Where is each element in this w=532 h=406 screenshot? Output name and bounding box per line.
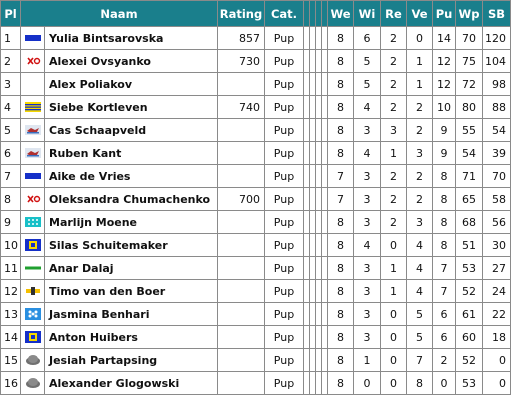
col-header-pl[interactable]: Pl (1, 1, 21, 27)
table-row[interactable] (1, 303, 511, 326)
sb-cell: 58 (483, 188, 511, 211)
sb-cell: 88 (483, 96, 511, 119)
wins-cell: 5 (354, 50, 381, 73)
rating-cell (218, 234, 265, 257)
wp-cell: 52 (456, 349, 483, 372)
draws-cell: 2 (381, 73, 407, 96)
player-name: Silas Schuitemaker (45, 234, 218, 257)
rating-cell: 740 (218, 96, 265, 119)
player-name: Yulia Bintsarovska (45, 27, 218, 50)
losses-cell: 3 (407, 211, 433, 234)
table-row[interactable] (1, 349, 511, 372)
draws-cell: 2 (381, 50, 407, 73)
place-cell: 8 (1, 188, 21, 211)
points-cell: 12 (433, 50, 456, 73)
table-row[interactable] (1, 257, 511, 280)
points-cell: 8 (433, 188, 456, 211)
place-cell: 3 (1, 73, 21, 96)
points-cell: 14 (433, 27, 456, 50)
sb-cell: 98 (483, 73, 511, 96)
games-cell: 8 (328, 326, 354, 349)
losses-cell: 1 (407, 73, 433, 96)
wins-cell: 1 (354, 349, 381, 372)
player-name: Jesiah Partapsing (45, 349, 218, 372)
rating-cell: 857 (218, 27, 265, 50)
player-name: Marlijn Moene (45, 211, 218, 234)
table-row[interactable] (1, 96, 511, 119)
draws-cell: 1 (381, 280, 407, 303)
losses-cell: 4 (407, 257, 433, 280)
flag-icon (21, 234, 45, 257)
flag-icon (21, 165, 45, 188)
points-cell: 7 (433, 280, 456, 303)
category-cell: Pup (265, 257, 304, 280)
losses-cell: 2 (407, 188, 433, 211)
games-cell: 8 (328, 372, 354, 395)
sb-cell: 0 (483, 372, 511, 395)
place-cell: 7 (1, 165, 21, 188)
losses-cell: 5 (407, 303, 433, 326)
sb-cell: 56 (483, 211, 511, 234)
games-cell: 8 (328, 119, 354, 142)
draws-cell: 2 (381, 27, 407, 50)
rating-cell (218, 211, 265, 234)
losses-cell: 2 (407, 119, 433, 142)
sb-cell: 0 (483, 349, 511, 372)
wp-cell: 61 (456, 303, 483, 326)
table-row[interactable] (1, 119, 511, 142)
flag-icon (21, 280, 45, 303)
points-cell: 2 (433, 349, 456, 372)
sb-cell: 120 (483, 27, 511, 50)
draws-cell: 0 (381, 349, 407, 372)
col-header-pu[interactable]: Pu (433, 1, 456, 27)
table-row[interactable] (1, 50, 511, 73)
wins-cell: 3 (354, 257, 381, 280)
category-cell: Pup (265, 96, 304, 119)
rating-cell (218, 280, 265, 303)
draws-cell: 0 (381, 372, 407, 395)
table-row[interactable] (1, 234, 511, 257)
table-row[interactable] (1, 142, 511, 165)
points-cell: 8 (433, 165, 456, 188)
rating-cell (218, 165, 265, 188)
player-name: Anton Huibers (45, 326, 218, 349)
player-name: Ruben Kant (45, 142, 218, 165)
flag-icon (21, 326, 45, 349)
player-name: Jasmina Benhari (45, 303, 218, 326)
category-cell: Pup (265, 27, 304, 50)
category-cell: Pup (265, 165, 304, 188)
wins-cell: 0 (354, 372, 381, 395)
place-cell: 16 (1, 372, 21, 395)
wp-cell: 60 (456, 326, 483, 349)
rating-cell (218, 257, 265, 280)
table-row[interactable] (1, 280, 511, 303)
wins-cell: 3 (354, 165, 381, 188)
draws-cell: 2 (381, 96, 407, 119)
player-name: Anar Dalaj (45, 257, 218, 280)
place-cell: 2 (1, 50, 21, 73)
points-cell: 8 (433, 234, 456, 257)
category-cell: Pup (265, 50, 304, 73)
wins-cell: 4 (354, 142, 381, 165)
rating-cell: 730 (218, 50, 265, 73)
place-cell: 9 (1, 211, 21, 234)
points-cell: 12 (433, 73, 456, 96)
table-row[interactable] (1, 326, 511, 349)
draws-cell: 0 (381, 326, 407, 349)
table-row[interactable] (1, 27, 511, 50)
header-row (1, 1, 511, 27)
wp-cell: 55 (456, 119, 483, 142)
games-cell: 8 (328, 96, 354, 119)
losses-cell: 4 (407, 280, 433, 303)
games-cell: 8 (328, 142, 354, 165)
points-cell: 9 (433, 142, 456, 165)
rating-cell (218, 326, 265, 349)
flag-icon (21, 211, 45, 234)
losses-cell: 7 (407, 349, 433, 372)
player-name: Siebe Kortleven (45, 96, 218, 119)
player-name: Alexei Ovsyanko (45, 50, 218, 73)
sb-cell: 70 (483, 165, 511, 188)
wins-cell: 3 (354, 303, 381, 326)
flag-icon (21, 303, 45, 326)
draws-cell: 2 (381, 165, 407, 188)
losses-cell: 8 (407, 372, 433, 395)
player-name: Aike de Vries (45, 165, 218, 188)
wp-cell: 65 (456, 188, 483, 211)
wp-cell: 53 (456, 372, 483, 395)
standings-body (1, 27, 511, 395)
draws-cell: 1 (381, 142, 407, 165)
player-name: Cas Schaapveld (45, 119, 218, 142)
table-row[interactable] (1, 73, 511, 96)
rating-cell (218, 372, 265, 395)
col-header-ve[interactable]: Ve (407, 1, 433, 27)
losses-cell: 4 (407, 234, 433, 257)
place-cell: 10 (1, 234, 21, 257)
points-cell: 8 (433, 211, 456, 234)
category-cell: Pup (265, 188, 304, 211)
sb-cell: 39 (483, 142, 511, 165)
col-header-we[interactable]: We (328, 1, 354, 27)
category-cell: Pup (265, 73, 304, 96)
category-cell: Pup (265, 142, 304, 165)
category-cell: Pup (265, 280, 304, 303)
rating-cell: 700 (218, 188, 265, 211)
games-cell: 8 (328, 234, 354, 257)
sb-cell: 27 (483, 257, 511, 280)
category-cell: Pup (265, 349, 304, 372)
losses-cell: 2 (407, 165, 433, 188)
category-cell: Pup (265, 372, 304, 395)
flag-icon (21, 73, 45, 96)
games-cell: 7 (328, 165, 354, 188)
category-cell: Pup (265, 326, 304, 349)
games-cell: 8 (328, 27, 354, 50)
sb-cell: 22 (483, 303, 511, 326)
rating-cell (218, 73, 265, 96)
draws-cell: 0 (381, 234, 407, 257)
table-row[interactable] (1, 211, 511, 234)
category-cell: Pup (265, 234, 304, 257)
points-cell: 10 (433, 96, 456, 119)
rating-cell (218, 303, 265, 326)
sb-cell: 18 (483, 326, 511, 349)
wp-cell: 54 (456, 142, 483, 165)
games-cell: 8 (328, 211, 354, 234)
wp-cell: 80 (456, 96, 483, 119)
wp-cell: 51 (456, 234, 483, 257)
category-cell: Pup (265, 119, 304, 142)
wp-cell: 70 (456, 27, 483, 50)
draws-cell: 3 (381, 119, 407, 142)
flag-icon (21, 349, 45, 372)
player-name: Alexander Glogowski (45, 372, 218, 395)
flag-icon (21, 188, 45, 211)
losses-cell: 1 (407, 50, 433, 73)
sb-cell: 24 (483, 280, 511, 303)
flag-icon (21, 119, 45, 142)
place-cell: 1 (1, 27, 21, 50)
rating-cell (218, 119, 265, 142)
table-row[interactable] (1, 372, 511, 395)
losses-cell: 5 (407, 326, 433, 349)
games-cell: 8 (328, 349, 354, 372)
wins-cell: 3 (354, 188, 381, 211)
wp-cell: 72 (456, 73, 483, 96)
wins-cell: 3 (354, 326, 381, 349)
wins-cell: 3 (354, 280, 381, 303)
category-cell: Pup (265, 303, 304, 326)
wp-cell: 75 (456, 50, 483, 73)
draws-cell: 1 (381, 257, 407, 280)
sb-cell: 54 (483, 119, 511, 142)
place-cell: 5 (1, 119, 21, 142)
wins-cell: 5 (354, 73, 381, 96)
sb-cell: 104 (483, 50, 511, 73)
place-cell: 15 (1, 349, 21, 372)
place-cell: 6 (1, 142, 21, 165)
sb-cell: 30 (483, 234, 511, 257)
points-cell: 0 (433, 372, 456, 395)
place-cell: 12 (1, 280, 21, 303)
wins-cell: 6 (354, 27, 381, 50)
category-cell: Pup (265, 211, 304, 234)
wins-cell: 4 (354, 96, 381, 119)
place-cell: 13 (1, 303, 21, 326)
wp-cell: 71 (456, 165, 483, 188)
wp-cell: 68 (456, 211, 483, 234)
wp-cell: 53 (456, 257, 483, 280)
wins-cell: 4 (354, 234, 381, 257)
player-name: Alex Poliakov (45, 73, 218, 96)
player-name: Oleksandra Chumachenko (45, 188, 218, 211)
losses-cell: 0 (407, 27, 433, 50)
col-header-wi[interactable]: Wi (354, 1, 381, 27)
table-row[interactable] (1, 165, 511, 188)
draws-cell: 0 (381, 303, 407, 326)
col-header-naam[interactable]: Naam (21, 1, 218, 27)
losses-cell: 2 (407, 96, 433, 119)
place-cell: 14 (1, 326, 21, 349)
games-cell: 8 (328, 257, 354, 280)
place-cell: 11 (1, 257, 21, 280)
flag-icon (21, 27, 45, 50)
flag-icon (21, 96, 45, 119)
col-header-cat[interactable]: Cat. (265, 1, 304, 27)
wins-cell: 3 (354, 211, 381, 234)
player-name: Timo van den Boer (45, 280, 218, 303)
col-header-re[interactable]: Re (381, 1, 407, 27)
wins-cell: 3 (354, 119, 381, 142)
rating-cell (218, 142, 265, 165)
points-cell: 6 (433, 326, 456, 349)
points-cell: 6 (433, 303, 456, 326)
table-row[interactable] (1, 188, 511, 211)
wp-cell: 52 (456, 280, 483, 303)
flag-icon (21, 50, 45, 73)
games-cell: 7 (328, 188, 354, 211)
flag-icon (21, 372, 45, 395)
draws-cell: 2 (381, 188, 407, 211)
flag-icon (21, 142, 45, 165)
games-cell: 8 (328, 280, 354, 303)
points-cell: 7 (433, 257, 456, 280)
col-header-sb[interactable]: SB (483, 1, 511, 27)
col-header-rating[interactable]: Rating (218, 1, 265, 27)
points-cell: 9 (433, 119, 456, 142)
games-cell: 8 (328, 73, 354, 96)
rating-cell (218, 349, 265, 372)
games-cell: 8 (328, 50, 354, 73)
losses-cell: 3 (407, 142, 433, 165)
flag-icon (21, 257, 45, 280)
draws-cell: 2 (381, 211, 407, 234)
col-header-wp[interactable]: Wp (456, 1, 483, 27)
games-cell: 8 (328, 303, 354, 326)
place-cell: 4 (1, 96, 21, 119)
